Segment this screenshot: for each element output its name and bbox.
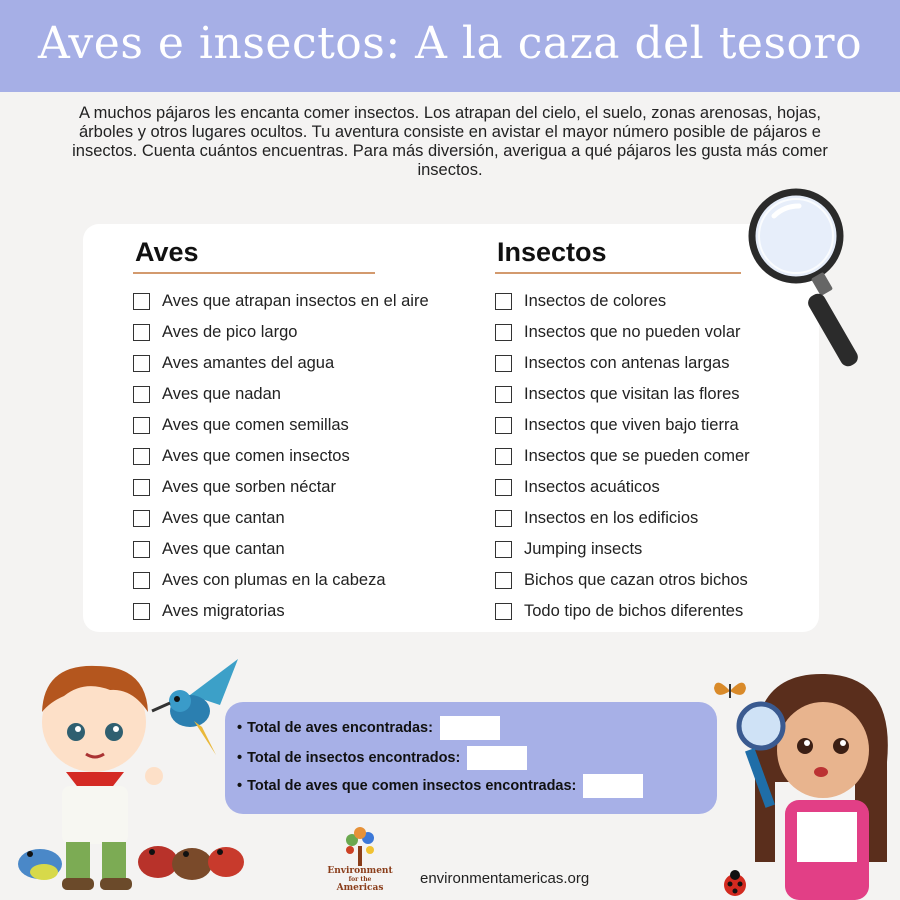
insect-checkbox[interactable] <box>495 510 512 527</box>
bird-item-label: Aves que nadan <box>162 385 281 403</box>
insect-checkbox[interactable] <box>495 572 512 589</box>
birds-heading: Aves <box>135 237 199 267</box>
girl-illustration <box>735 662 900 900</box>
birds-column <box>133 234 463 627</box>
total-insects-label: Total de insectos encontrados: <box>247 750 461 766</box>
total-insect-eaters-label: Total de aves que comen insectos encontradas: <box>247 778 577 794</box>
songbird-icon <box>6 826 246 898</box>
bird-item <box>133 317 463 348</box>
total-insects-field[interactable] <box>467 746 527 770</box>
bird-item-label: Aves de pico largo <box>162 323 298 341</box>
total-insect-eaters-field[interactable] <box>583 774 643 798</box>
bird-checkbox[interactable] <box>133 417 150 434</box>
magnifying-glass-icon <box>744 186 884 376</box>
insect-checkbox[interactable] <box>495 293 512 310</box>
bird-checkbox[interactable] <box>133 293 150 310</box>
total-birds-row: • Total de aves encontradas: <box>237 716 500 740</box>
insect-item <box>495 472 795 503</box>
insect-item <box>495 441 795 472</box>
insect-checkbox[interactable] <box>495 324 512 341</box>
insect-item-label: Insectos que se pueden comer <box>524 447 750 465</box>
insects-heading: Insectos <box>497 237 607 267</box>
insect-item-label: Insectos en los edificios <box>524 509 699 527</box>
bird-item <box>133 472 463 503</box>
totals-box <box>225 702 717 814</box>
bird-item-label: Aves que sorben néctar <box>162 478 336 496</box>
bird-item <box>133 534 463 565</box>
insect-item-label: Jumping insects <box>524 540 643 558</box>
total-insect-eaters-row: • Total de aves que comen insectos encontradas: <box>237 774 643 798</box>
bird-item <box>133 565 463 596</box>
insect-item-label: Insectos que visitan las flores <box>524 385 740 403</box>
insect-item-label: Insectos acuáticos <box>524 478 660 496</box>
bird-item-label: Aves que comen semillas <box>162 416 349 434</box>
bird-item <box>133 410 463 441</box>
insect-item-label: Insectos con antenas largas <box>524 354 730 372</box>
insect-checkbox[interactable] <box>495 386 512 403</box>
checklist-card <box>83 224 819 632</box>
website-url[interactable]: environmentamericas.org <box>420 870 590 887</box>
insect-checkbox[interactable] <box>495 541 512 558</box>
bird-checkbox[interactable] <box>133 355 150 372</box>
bird-checkbox[interactable] <box>133 603 150 620</box>
bird-checkbox[interactable] <box>133 510 150 527</box>
total-insects-row: • Total de insectos encontrados: <box>237 746 527 770</box>
insect-item-label: Insectos que viven bajo tierra <box>524 416 739 434</box>
bird-item <box>133 441 463 472</box>
bird-item <box>133 596 463 627</box>
ladybug-icon <box>720 868 750 898</box>
bird-item-label: Aves amantes del agua <box>162 354 335 372</box>
insect-checkbox[interactable] <box>495 417 512 434</box>
bird-checkbox[interactable] <box>133 479 150 496</box>
insect-checkbox[interactable] <box>495 479 512 496</box>
bird-item <box>133 503 463 534</box>
insect-item-label: Bichos que cazan otros bichos <box>524 571 748 589</box>
bird-checkbox[interactable] <box>133 324 150 341</box>
intro-paragraph: A muchos pájaros les encanta comer insectos. Los atrapan del cielo, el suelo, zonas arenosas, hojas, árboles y otros lugares ocultos. Tu aventura consiste en avistar el mayor número posible de pájaros e insectos. Cuenta cuántos encuentras. Para más diversión, averigua a qué pájaros les gusta más comer insectos. <box>72 104 828 179</box>
bird-item-label: Aves que cantan <box>162 540 285 558</box>
bird-item-label: Aves con plumas en la cabeza <box>162 571 386 589</box>
bird-checkbox[interactable] <box>133 541 150 558</box>
insect-checkbox[interactable] <box>495 355 512 372</box>
insect-item <box>495 503 795 534</box>
bird-item <box>133 286 463 317</box>
bird-checkbox[interactable] <box>133 448 150 465</box>
bird-item <box>133 379 463 410</box>
bird-checkbox[interactable] <box>133 386 150 403</box>
insect-item-label: Todo tipo de bichos diferentes <box>524 602 744 620</box>
environment-americas-logo: Environment for the Americas <box>308 826 412 892</box>
bird-item-label: Aves que comen insectos <box>162 447 350 465</box>
insect-item <box>495 410 795 441</box>
bird-item-label: Aves que cantan <box>162 509 285 527</box>
bird-item-label: Aves que atrapan insectos en el aire <box>162 292 429 310</box>
tree-logo-icon <box>340 826 380 866</box>
insect-item <box>495 565 795 596</box>
insect-checkbox[interactable] <box>495 603 512 620</box>
bird-item-label: Aves migratorias <box>162 602 285 620</box>
title-banner <box>0 0 900 92</box>
page-title: Aves e insectos: A la caza del tesoro <box>37 18 863 69</box>
insect-item <box>495 379 795 410</box>
birds-list <box>133 286 463 627</box>
insect-item-label: Insectos que no pueden volar <box>524 323 741 341</box>
insect-item <box>495 596 795 627</box>
bird-checkbox[interactable] <box>133 572 150 589</box>
birds-heading-rule <box>133 272 375 274</box>
insect-item-label: Insectos de colores <box>524 292 667 310</box>
total-birds-field[interactable] <box>440 716 500 740</box>
insect-checkbox[interactable] <box>495 448 512 465</box>
insect-item <box>495 534 795 565</box>
insects-heading-rule <box>495 272 741 274</box>
total-birds-label: Total de aves encontradas: <box>247 720 433 736</box>
bird-item <box>133 348 463 379</box>
